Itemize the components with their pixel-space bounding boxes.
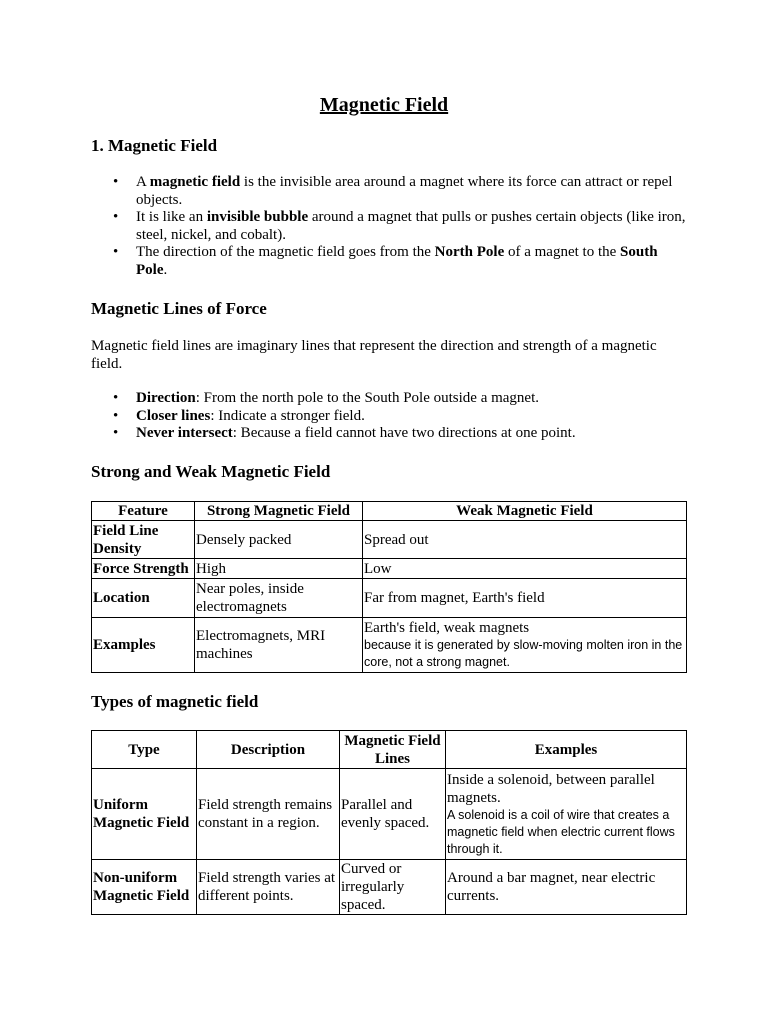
table-cell: Far from magnet, Earth's field: [363, 579, 687, 618]
row-header: Location: [92, 579, 195, 618]
cell-main-text: Inside a solenoid, between parallel magnets.: [447, 771, 655, 806]
table-header-row: [92, 731, 687, 769]
row-header: Force Strength: [92, 559, 195, 579]
types-table: [91, 730, 687, 915]
column-header: Feature: [92, 502, 195, 521]
row-header: Non-uniform Magnetic Field: [92, 860, 197, 915]
column-header: Examples: [446, 731, 687, 769]
row-header: Examples: [92, 618, 195, 673]
magnetic-field-bullet-list: [91, 174, 691, 279]
table-cell: Electromagnets, MRI machines: [195, 618, 363, 673]
lines-of-force-bullet-list: [91, 390, 691, 443]
strong-weak-table: [91, 501, 687, 673]
section-heading-lines-of-force: Magnetic Lines of Force: [91, 299, 267, 318]
table-cell: [363, 618, 687, 673]
table-row: [92, 579, 687, 618]
cell-main-text: Earth's field, weak magnets: [364, 620, 530, 636]
column-header: Type: [92, 731, 197, 769]
table-row: [92, 769, 687, 860]
table-cell: Densely packed: [195, 521, 363, 559]
lines-of-force-paragraph: Magnetic field lines are imaginary lines that represent the direction and strength of a magnetic field.: [91, 338, 657, 372]
cell-note: because it is generated by slow-moving molten iron in the core, not a strong magnet.: [364, 638, 683, 669]
list-item: • Closer lines: Indicate a stronger field.: [91, 408, 691, 426]
list-item: • It is like an invisible bubble around a magnet that pulls or pushes certain objects (like iron, steel, nickel, and cobalt).: [91, 209, 691, 244]
table-cell: High: [195, 559, 363, 579]
table-row: [92, 618, 687, 673]
cell-note: A solenoid is a coil of wire that creates a magnetic field when electric current flows through it.: [447, 807, 675, 856]
list-item: • The direction of the magnetic field goes from the North Pole of a magnet to the South Pole.: [91, 244, 691, 279]
page-title: Magnetic Field: [319, 94, 449, 116]
column-header: Magnetic Field Lines: [340, 731, 446, 769]
row-header: Field Line Density: [92, 521, 195, 559]
table-row: [92, 559, 687, 579]
section-heading-types: Types of magnetic field: [91, 692, 259, 711]
table-cell: Field strength varies at different points.: [197, 860, 340, 915]
column-header: Weak Magnetic Field: [363, 502, 687, 521]
table-cell: Around a bar magnet, near electric currents.: [446, 860, 687, 915]
list-item: • Direction: From the north pole to the South Pole outside a magnet.: [91, 390, 691, 408]
row-header: Uniform Magnetic Field: [92, 769, 197, 860]
table-cell: Low: [363, 559, 687, 579]
column-header: Strong Magnetic Field: [195, 502, 363, 521]
table-cell: [446, 769, 687, 860]
table-cell: Near poles, inside electromagnets: [195, 579, 363, 618]
table-header-row: [92, 502, 687, 521]
list-item: • Never intersect: Because a field cannot have two directions at one point.: [91, 425, 691, 443]
list-item: • A magnetic field is the invisible area around a magnet where its force can attract or repel objects.: [91, 174, 691, 209]
table-cell: Field strength remains constant in a region.: [197, 769, 340, 860]
column-header: Description: [197, 731, 340, 769]
table-cell: Spread out: [363, 521, 687, 559]
section-heading-strong-weak: Strong and Weak Magnetic Field: [91, 462, 331, 481]
table-cell: Parallel and evenly spaced.: [340, 769, 446, 860]
section-heading-magnetic-field: 1. Magnetic Field: [91, 136, 218, 155]
table-row: [92, 860, 687, 915]
table-cell: Curved or irregularly spaced.: [340, 860, 446, 915]
table-row: [92, 521, 687, 559]
